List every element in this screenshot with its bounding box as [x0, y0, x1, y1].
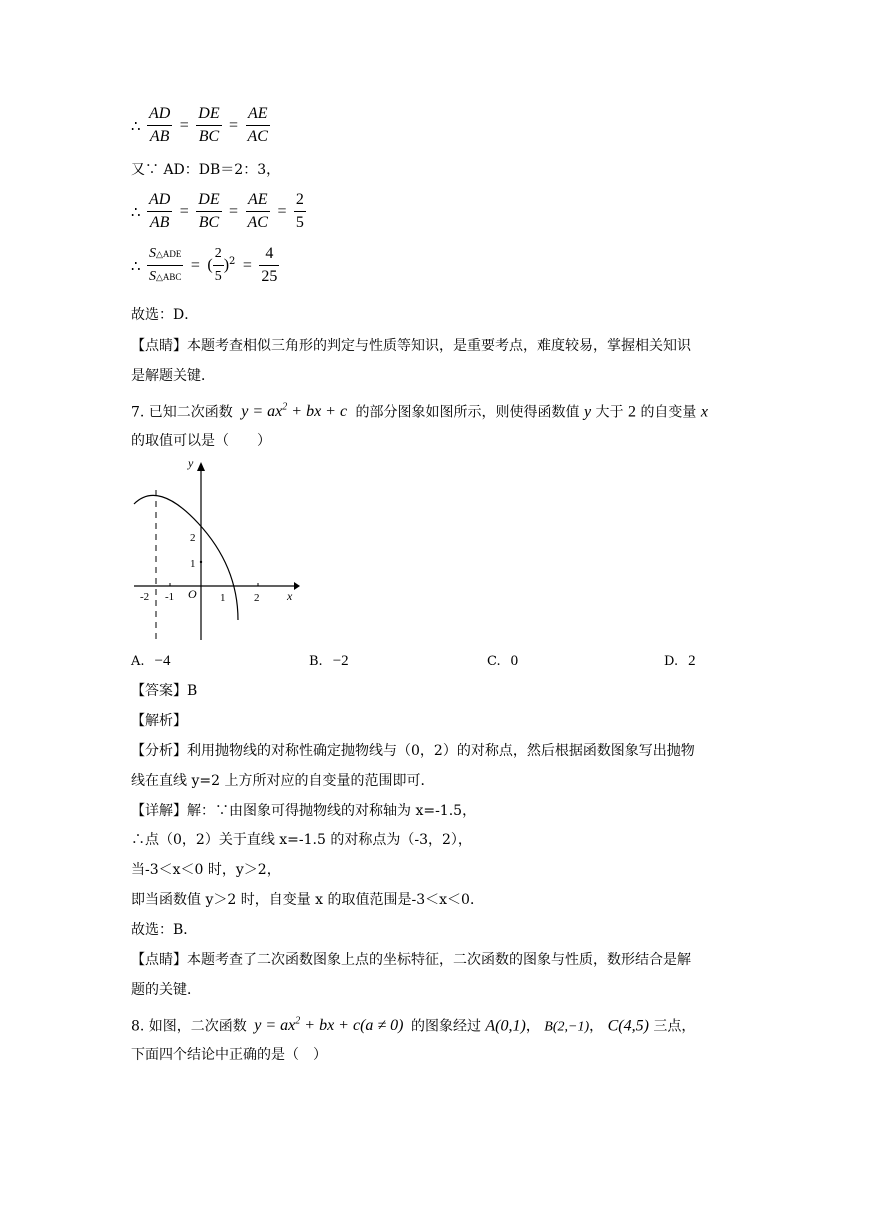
y-axis-label: y [188, 456, 194, 470]
question-7-line-1: 7. 已知二次函数 $y = ax^2$ + bx + c 的部分图象如图所示，则使得函数值 y 大于 2 的自变量 x [131, 402, 708, 421]
comment-6-line-1: 【点睛】本题考查相似三角形的判定与性质等知识，是重要考点，难度较易，掌握相关知识 [131, 338, 691, 354]
x-tick-label: -2 [140, 591, 150, 603]
question-8-line-2: 下面四个结论中正确的是（ ） [131, 1047, 327, 1063]
option-d: D. 2 [664, 653, 696, 669]
choice-line-6: 故选：D． [131, 307, 199, 323]
analysis-title: 【解析】 [131, 713, 187, 729]
analysis-line-1: 【分析】利用抛物线的对称性确定抛物线与（0，2）的对称点，然后根据函数图象写出抛物 [131, 743, 695, 759]
question-8-line-1: 8. 如图，二次函数 $y = ax^2$ + bx + c(a ≠ 0) 的图象经过 A(0,1)， B(2,−1)， C(4,5) 三点， [131, 1016, 696, 1035]
fraction: $\frac{AE}{AC}$ [246, 103, 270, 148]
comment-7-line-2: 题的关键． [131, 982, 201, 998]
given-ratio-line: 又∵ AD：DB＝2：3， [131, 162, 281, 178]
detail-line-2: ∴点（0，2）关于直线 x=-1.5 的对称点为（-3，2）， [131, 832, 472, 848]
detail-line-1: 【详解】解：∵由图象可得抛物线的对称轴为 x=-1.5， [131, 803, 477, 819]
x-tick-label: -1 [165, 591, 175, 603]
y-tick-label: 2 [190, 532, 196, 544]
fraction: $\frac{2}{5}$ [213, 243, 224, 288]
fraction: $\frac{AD}{AB}$ [147, 189, 172, 234]
therefore-symbol: ∴ [131, 116, 141, 135]
comment-7-line-1: 【点睛】本题考查了二次函数图象上点的坐标特征，二次函数的图象与性质，数形结合是解 [131, 952, 691, 968]
fraction: $\frac{2}{5}$ [294, 189, 306, 234]
option-a: A. −4 [131, 653, 171, 669]
ratio-equation-1: ∴ $\frac{AD}{AB}$ = $\frac{DE}{BC}$ = $\frac{AE}{AC}$ [131, 103, 270, 148]
choice-line-7: 故选：B． [131, 922, 198, 938]
fraction: $\frac{DE}{BC}$ [196, 189, 221, 234]
origin-label: O [188, 587, 197, 601]
x-tick-label: 2 [254, 592, 260, 604]
fraction: $\frac{4}{25}$ [259, 243, 279, 288]
x-axis-arrow [294, 582, 300, 590]
answer-line: 【答案】B [131, 683, 198, 699]
option-b: B. −2 [309, 653, 349, 669]
fraction: $\frac{AD}{AB}$ [147, 103, 172, 148]
detail-line-3: 当-3＜x＜0 时，y＞2， [131, 862, 281, 878]
parabola-graph [128, 455, 303, 645]
y-tick-label: 1 [190, 558, 196, 570]
fraction: $\frac{AE}{AC}$ [246, 189, 270, 234]
comment-6-line-2: 是解题关键． [131, 368, 215, 384]
x-axis-label: x [287, 589, 293, 603]
fraction: $\frac{DE}{BC}$ [196, 103, 221, 148]
x-tick-label: 1 [220, 592, 226, 604]
ratio-equation-2: ∴ $\frac{AD}{AB}$ = $\frac{DE}{BC}$ = $\frac{AE}{AC}$ = $\frac{2}{5}$ [131, 189, 306, 234]
option-c: C. 0 [487, 653, 519, 669]
area-ratio-equation: ∴ $\frac{\text{S△ADE}}{\text{S△ABC}}$ = ( $\frac{2}{5}$ )$^2$ = $\frac{4}{25}$ [131, 243, 279, 288]
fraction: $\frac{\text{S△ADE}}{\text{S△ABC}}$ [147, 243, 183, 288]
question-7-line-2: 的取值可以是（ ） [131, 433, 271, 449]
y-axis-arrow [197, 462, 205, 471]
analysis-line-2: 线在直线 y=2 上方所对应的自变量的范围即可． [131, 773, 435, 789]
detail-line-4: 即当函数值 y＞2 时，自变量 x 的取值范围是-3＜x＜0． [131, 892, 484, 908]
